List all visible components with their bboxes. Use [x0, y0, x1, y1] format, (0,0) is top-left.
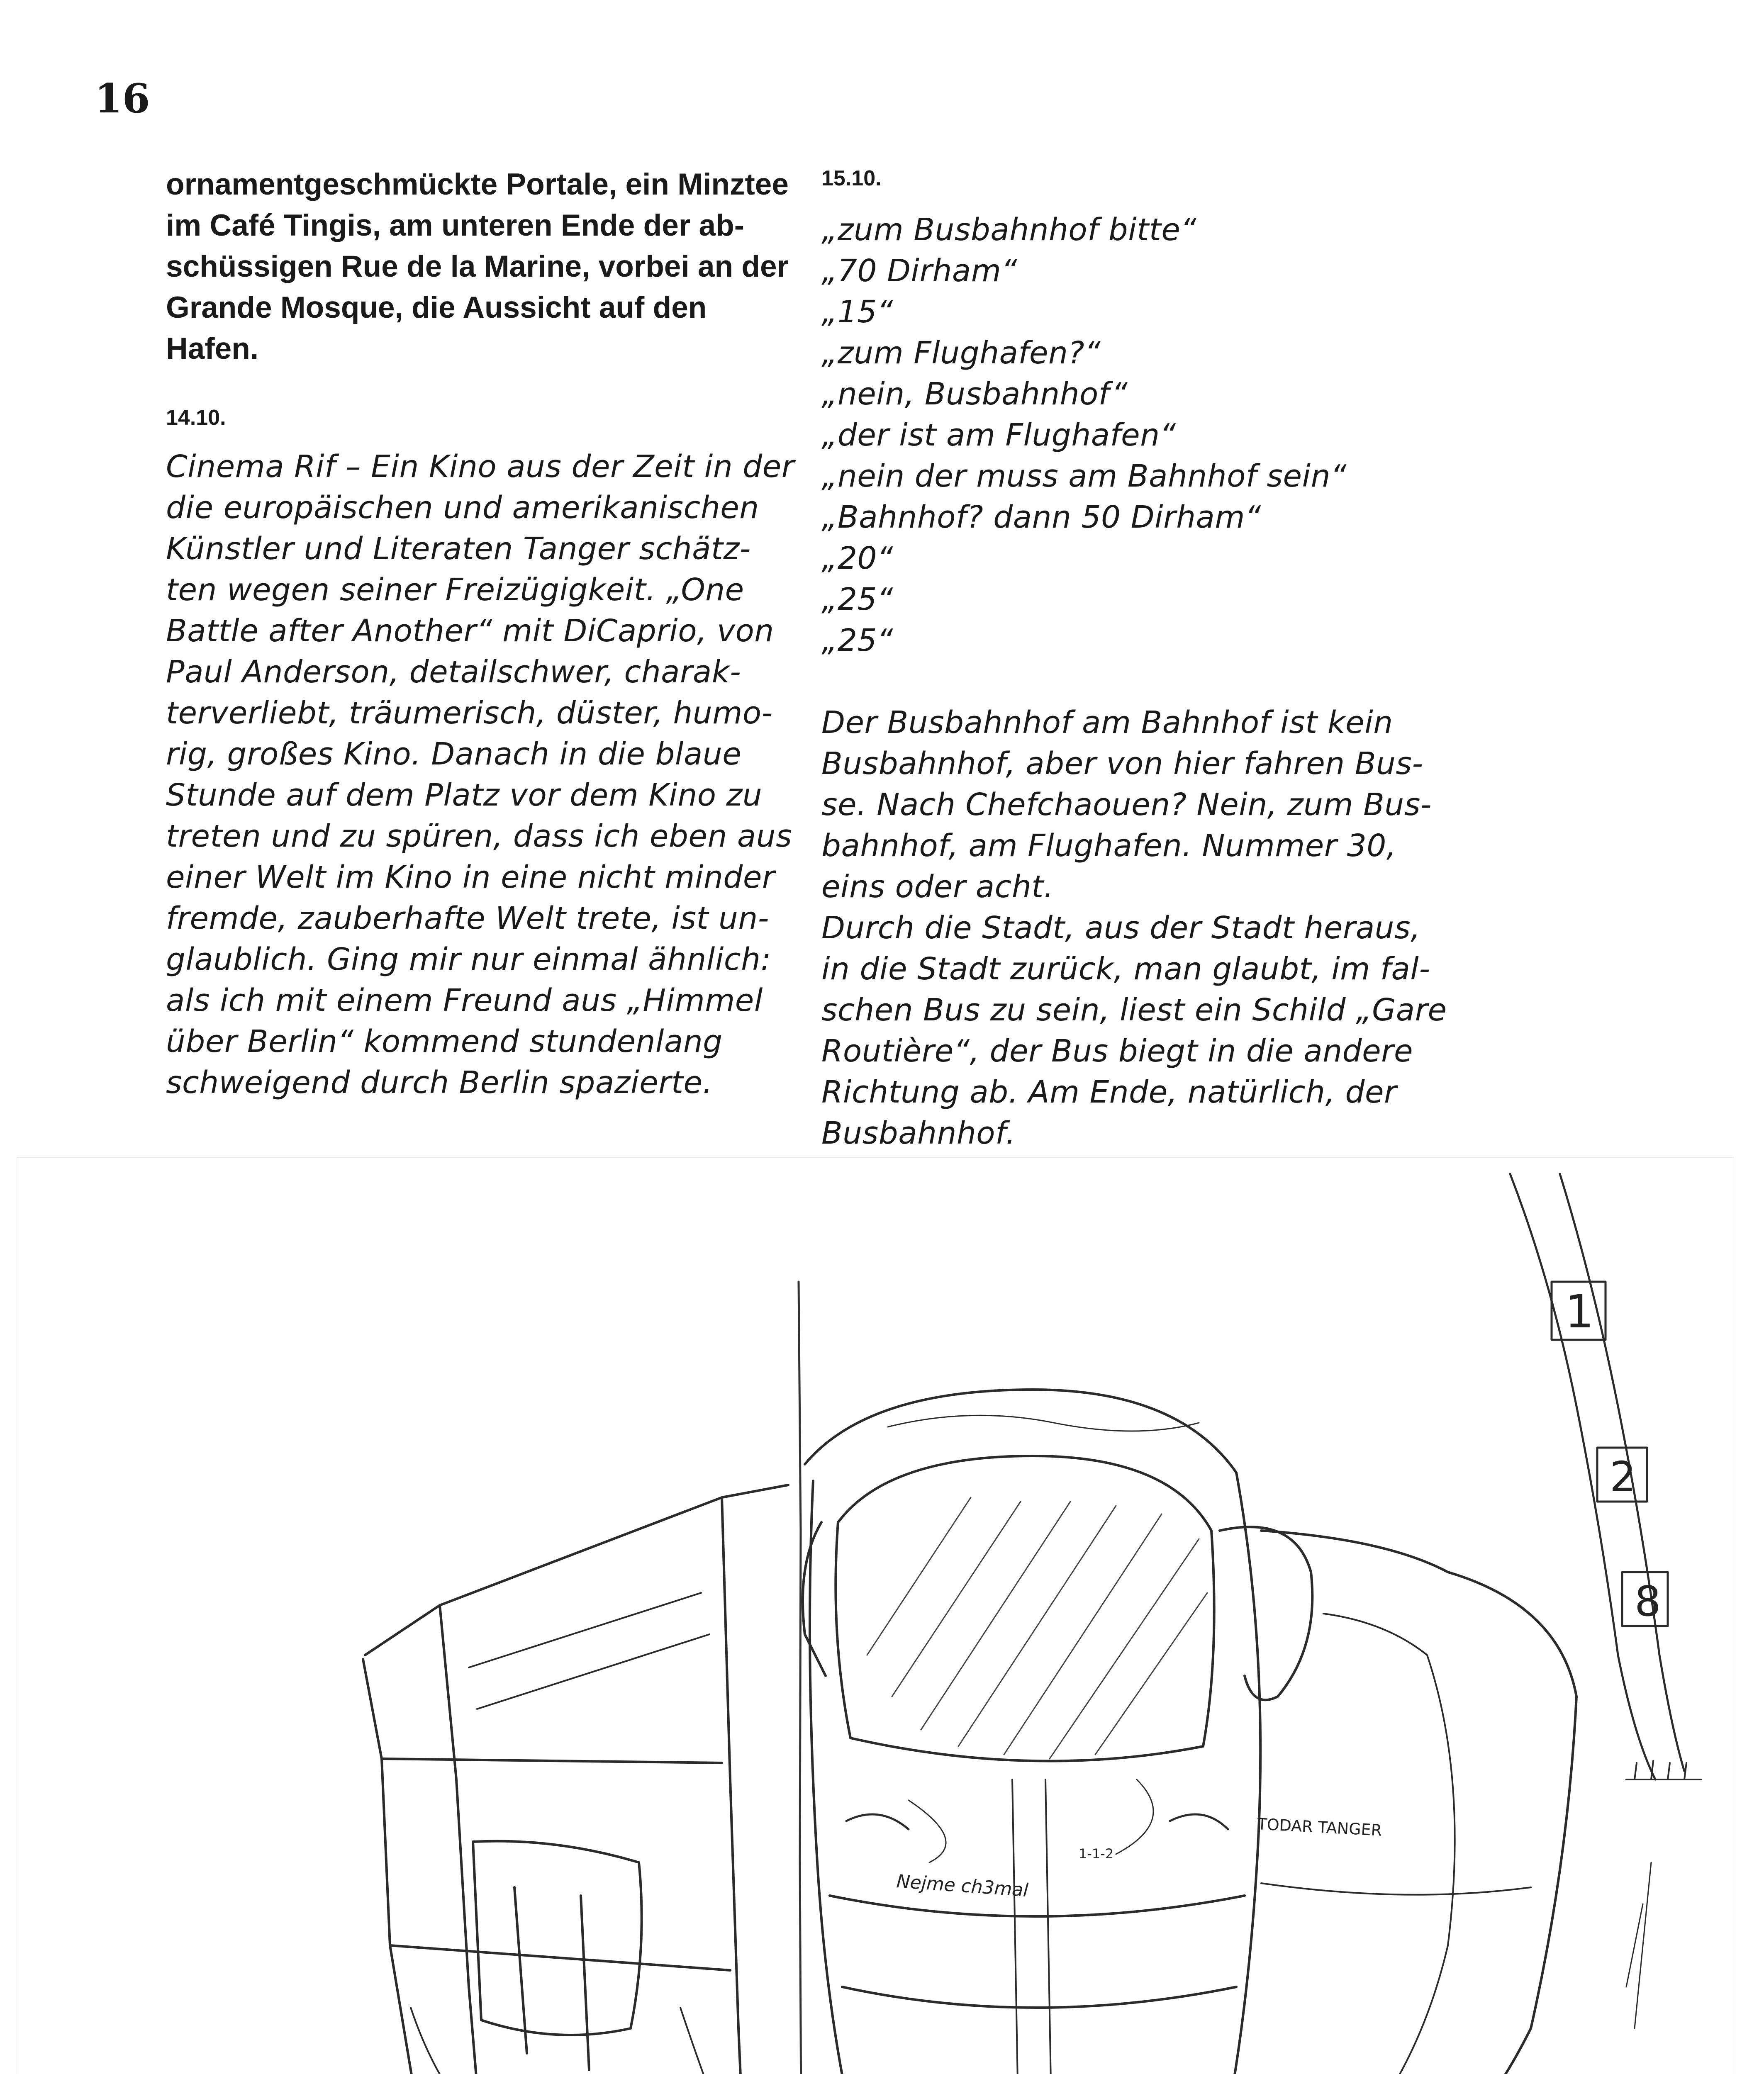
dialogue-line: „15“ — [821, 294, 893, 330]
text-line: glaublich. Ging mir nur einmal ähnlich: — [166, 942, 771, 977]
dialogue-line: „zum Busbahnhof bitte“ — [821, 212, 1197, 248]
text-line: rig, großes Kino. Danach in die blaue — [166, 736, 742, 772]
text-line: se. Nach Chefchaouen? Nein, zum Bus- — [821, 787, 1432, 823]
page-number: 16 — [95, 75, 150, 122]
entry-date-14-10: 14.10. — [166, 406, 226, 430]
text-line: ten wegen seiner Freizügigkeit. „One — [166, 572, 744, 608]
dialogue-line: „der ist am Flughafen“ — [821, 417, 1176, 453]
text-line: Routière“, der Bus biegt in die andere — [821, 1033, 1413, 1069]
sign-number-8: 8 — [1635, 1577, 1661, 1626]
text-line: Der Busbahnhof am Bahnhof ist kein — [821, 705, 1393, 740]
text-line: schüssigen Rue de la Marine, vorbei an der — [166, 250, 789, 283]
text-line: ornamentgeschmückte Portale, ein Minztee — [166, 168, 789, 201]
text-line: schen Bus zu sein, liest ein Schild „Gare — [821, 992, 1447, 1028]
cinema-entry-paragraph — [166, 446, 797, 1103]
text-line: Richtung ab. Am Ende, natürlich, der — [821, 1074, 1397, 1110]
text-line: einer Welt im Kino in eine nicht minder — [166, 859, 775, 895]
entry-date-15-10: 15.10. — [821, 166, 882, 190]
text-line: Durch die Stadt, aus der Stadt heraus, — [821, 910, 1421, 946]
text-line: terverliebt, träumerisch, düster, humo- — [166, 695, 773, 731]
dialogue-line: „Bahnhof? dann 50 Dirham“ — [821, 499, 1261, 535]
text-line: Grande Mosque, die Aussicht auf den Hafen. — [166, 291, 707, 365]
sign-number-1: 1 — [1565, 1285, 1594, 1338]
right-column — [821, 164, 1452, 1154]
continuation-paragraph — [166, 164, 797, 369]
text-line: Busbahnhof, aber von hier fahren Bus- — [821, 746, 1423, 781]
text-line: fremde, zauberhafte Welt trete, ist un- — [166, 901, 770, 936]
bus-side-lettering: TODAR TANGER — [1257, 1815, 1383, 1840]
text-line: im Café Tingis, am unteren Ende der ab- — [166, 209, 745, 242]
left-column — [166, 164, 797, 1103]
text-line: bahnhof, am Flughafen. Nummer 30, — [821, 828, 1396, 864]
text-line: Cinema Rif – Ein Kino aus der Zeit in der — [166, 449, 794, 484]
text-line: als ich mit einem Freund aus „Himmel — [166, 983, 763, 1018]
bus-sketch-illustration — [17, 1157, 1734, 2074]
text-line: Stunde auf dem Platz vor dem Kino zu — [166, 777, 763, 813]
bus-front-lettering: Nejme ch3mal — [896, 1871, 1029, 1901]
dialogue-line: „nein der muss am Bahnhof sein“ — [821, 458, 1347, 494]
dialogue-line: „70 Dirham“ — [821, 253, 1018, 289]
dialogue-line: „25“ — [821, 582, 893, 617]
dialogue-line: „zum Flughafen?“ — [821, 335, 1101, 371]
text-line: über Berlin“ kommend stundenlang — [166, 1024, 723, 1059]
bus-small-lettering: 1-1-2 — [1079, 1846, 1114, 1862]
text-line: treten und zu spüren, dass ich eben aus — [166, 818, 792, 854]
dialogue-line: „nein, Busbahnhof“ — [821, 376, 1128, 412]
text-line: schweigend durch Berlin spazierte. — [166, 1065, 713, 1100]
text-line: die europäischen und amerikanischen — [166, 490, 759, 526]
text-line: Busbahnhof. — [821, 1115, 1016, 1151]
text-line: Battle after Another“ mit DiCaprio, von — [166, 613, 774, 649]
dialogue-line: „25“ — [821, 623, 893, 658]
text-line: Künstler und Literaten Tanger schätz- — [166, 531, 751, 567]
text-line: Paul Anderson, detailschwer, charak- — [166, 654, 741, 690]
bus-station-paragraph — [821, 702, 1452, 1154]
dialogue-line: „20“ — [821, 540, 893, 576]
text-line: eins oder acht. — [821, 869, 1054, 905]
taxi-dialogue — [821, 209, 1452, 661]
sign-number-2: 2 — [1610, 1453, 1636, 1501]
text-line: in die Stadt zurück, man glaubt, im fal- — [821, 951, 1430, 987]
